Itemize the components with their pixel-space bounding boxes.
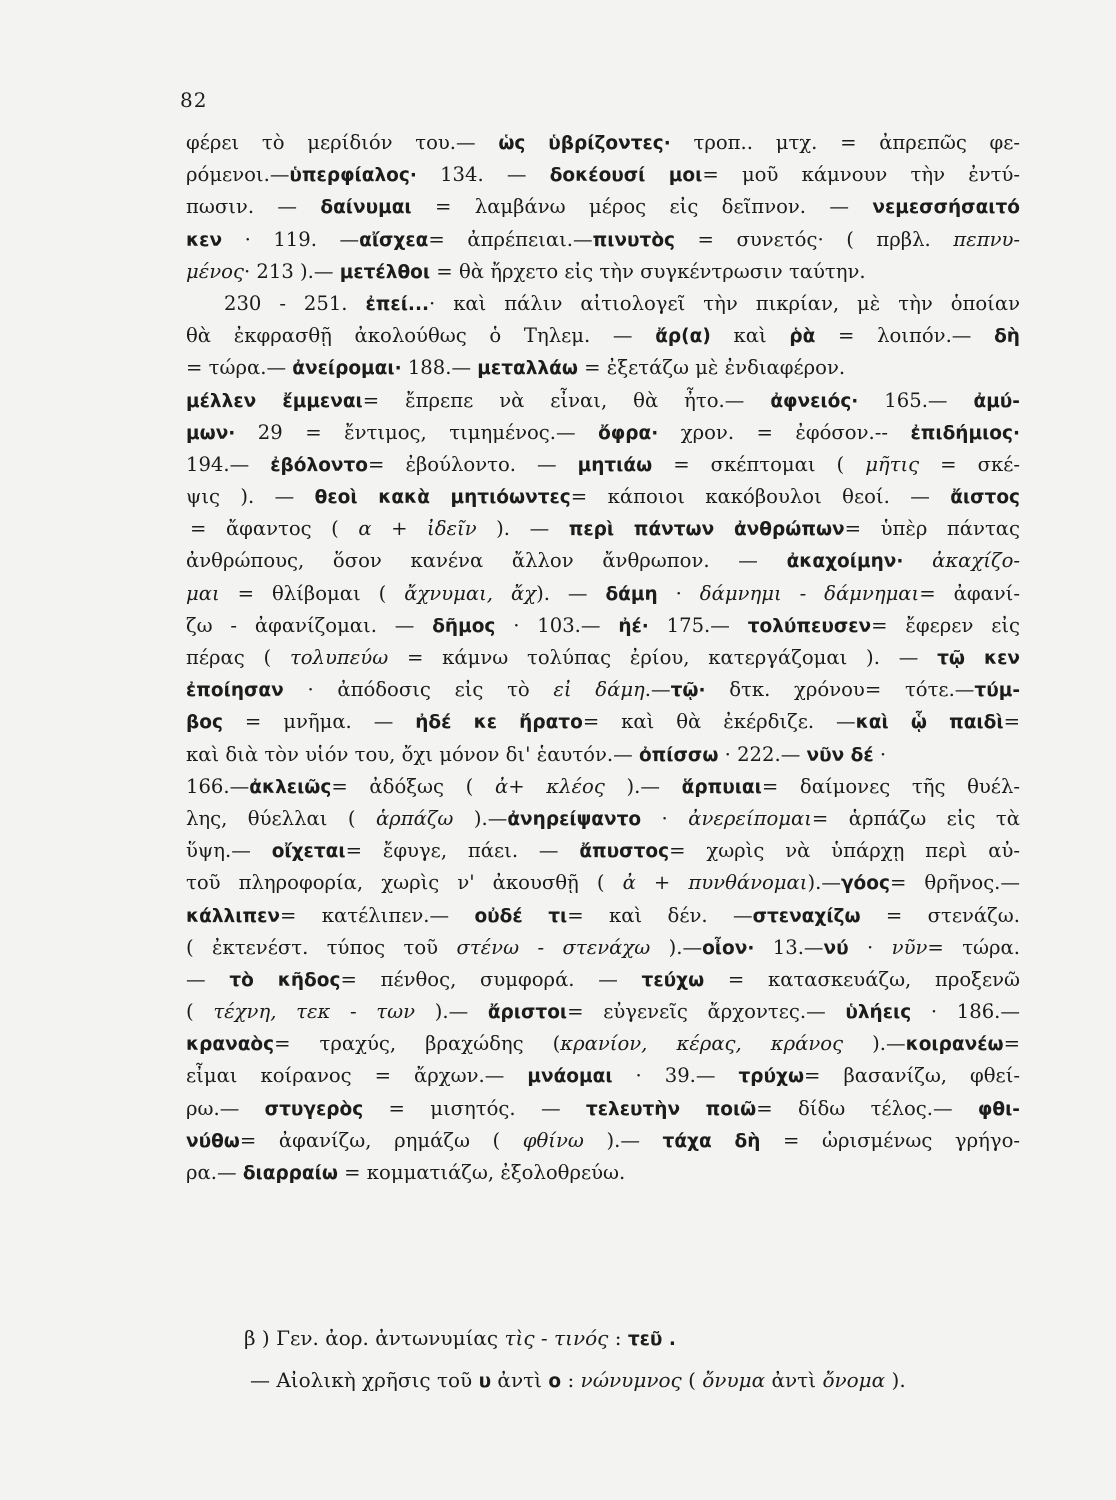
headword: περὶ πάντων ἀνθρώπων: [568, 519, 845, 541]
headword: τῷ κεν: [937, 648, 1020, 669]
gloss-text: ·: [873, 742, 887, 766]
headword: ὄφρα·: [598, 422, 659, 444]
gloss-text: 29 = ἔντιμος, τιμημένος.—: [235, 420, 599, 444]
italic-term: νῦν: [891, 935, 928, 959]
text-line: [186, 932, 1020, 964]
gloss-text: ).—: [453, 806, 508, 830]
headword: ἀκλειῶς: [249, 776, 332, 798]
gloss-text: = ἁρπάζω εἰς τὰ: [811, 806, 1021, 830]
text-line: [186, 385, 1020, 417]
gloss-text: = συνετός· ( πρβλ.: [675, 227, 954, 251]
headword: δοκέουσί μοι: [549, 165, 703, 187]
gloss-text: φέρει τὸ μερίδιόν του.—: [186, 131, 499, 154]
text-line: [186, 803, 1020, 835]
gloss-text: ψις ). —: [186, 485, 315, 509]
gloss-text: = ἀδόξως (: [331, 774, 495, 798]
headword: τεύχω: [641, 969, 705, 991]
headword: ὡς ὑβρίζοντες·: [498, 133, 671, 154]
headword: ἅρπυιαι: [681, 776, 762, 798]
headword: τολύπευσεν: [747, 615, 872, 637]
gloss-text: = μισητός. —: [363, 1096, 586, 1120]
headword: μητιάω: [577, 454, 653, 476]
gloss-text: β ) Γεν. ἀορ. ἀντωνυμίας: [244, 1326, 505, 1350]
gloss-text: ρόμενοι.—: [186, 163, 290, 187]
text-line: [186, 1125, 1020, 1157]
gloss-text: · 222.—: [718, 742, 807, 766]
gloss-text: · 119. —: [222, 227, 360, 251]
headword: ἀνείρομαι·: [292, 358, 402, 380]
text-line: [186, 835, 1020, 867]
gloss-text: καὶ: [710, 324, 790, 348]
gloss-text: ). —: [476, 517, 569, 541]
headword: νεμεσσήσαιτό: [872, 197, 1020, 219]
gloss-text: = ἔφυγε, πάει. —: [345, 839, 580, 863]
headword: τύμ-: [974, 680, 1020, 702]
gloss-text: = ἐβούλοντο. —: [368, 452, 578, 476]
headword: φθι-: [977, 1098, 1020, 1120]
gloss-text: = ὡρισμένως γρήγο-: [760, 1128, 1020, 1152]
gloss-text: —: [186, 967, 230, 991]
text-line: [186, 191, 1020, 223]
text-line: [186, 288, 1020, 320]
italic-term: μῆτις: [865, 452, 920, 476]
headword: στυγερὸς: [264, 1098, 364, 1120]
headword: ἐπιδήμιος·: [910, 422, 1020, 444]
text-line: [186, 1060, 1020, 1092]
headword: ἀμύ-: [973, 390, 1020, 412]
gloss-text: = τραχύς, βραχώδης (: [274, 1032, 561, 1056]
gloss-text: [903, 549, 932, 572]
text-line: [186, 1028, 1020, 1060]
gloss-text: = ἀφανίζω, ρημάζω (: [239, 1128, 523, 1152]
italic-term: κρανίον, κέρας, κράνος: [560, 1032, 844, 1056]
gloss-text: 165.—: [858, 388, 974, 412]
headword: μέλλεν ἔμμεναι: [186, 390, 363, 412]
notes-section: [244, 1318, 1014, 1402]
gloss-text: χρον. = ἐφόσον.--: [658, 420, 911, 444]
headword: τελευτὴν ποιῶ: [585, 1098, 757, 1120]
gloss-text: ). —: [536, 581, 606, 605]
headword: ἄριστοι: [487, 1002, 568, 1024]
gloss-text: = σκέπτομαι (: [652, 452, 866, 476]
gloss-text: = κατέλιπεν.—: [280, 903, 475, 927]
headword: διαρραίω: [242, 1163, 338, 1184]
italic-term: μαι: [186, 581, 220, 605]
gloss-text: ).—: [807, 871, 841, 895]
text-line: [186, 127, 1020, 159]
text-line: [186, 642, 1020, 674]
gloss-text: ζω - ἀφανίζομαι. —: [186, 613, 433, 637]
italic-term: ἀ + πυνθάνομαι: [622, 871, 808, 895]
gloss-text: = θλίβομαι (: [219, 581, 405, 605]
gloss-text: = κάποιοι κακόβουλοι θεοί. —: [570, 485, 951, 509]
headword: ἠδέ κε ἤρατο: [415, 712, 583, 734]
gloss-text: δτκ. χρόνου= τότε.—: [705, 678, 975, 702]
text-line: [186, 320, 1020, 352]
gloss-text: = τώρα.: [927, 935, 1021, 959]
gloss-text: = κάμνω τολύπας ἐρίου, κατεργάζομαι ). —: [388, 646, 938, 669]
gloss-text: = μοῦ κάμνουν τὴν ἐντύ-: [702, 163, 1020, 187]
text-line: [186, 964, 1020, 996]
gloss-text: ·: [657, 581, 700, 605]
headword: καὶ ᾧ παιδὶ: [855, 712, 1004, 734]
gloss-text: ).—: [583, 1128, 663, 1152]
gloss-text: .—: [644, 678, 671, 702]
headword: τὸ κῆδος: [229, 969, 341, 991]
headword: οἴχεται: [271, 841, 346, 863]
gloss-text: = λοιπόν.—: [815, 324, 995, 348]
italic-term: εἰ δάμη: [553, 678, 645, 702]
headword: ἄρ(α): [655, 326, 711, 348]
text-line: [186, 1093, 1020, 1125]
gloss-text: = εὐγενεῖς ἄρχοντες.—: [567, 1000, 846, 1024]
gloss-text: · ἀπόδοσις εἰς τὸ: [283, 678, 554, 702]
gloss-text: =: [1003, 1032, 1020, 1056]
gloss-text: :: [561, 1368, 581, 1392]
note-aeolic: [250, 1360, 1014, 1402]
gloss-text: = ἀπρέπειαι.—: [428, 227, 593, 251]
gloss-text: 166.—: [186, 774, 250, 798]
gloss-text: ).—: [604, 774, 682, 798]
gloss-text: πωσιν. —: [186, 195, 321, 219]
text-line: [186, 481, 1020, 513]
headword: ἠέ·: [618, 615, 649, 637]
text-line: [186, 417, 1020, 449]
italic-term: μένος: [186, 259, 244, 283]
headword: νύθω: [186, 1130, 240, 1152]
gloss-text: = ἄφαντος (: [190, 517, 359, 541]
italic-term: νώνυμνος: [580, 1368, 682, 1392]
headword: κάλλιπεν: [186, 905, 281, 927]
headword: πινυτὸς: [592, 229, 675, 251]
gloss-text: λης, θύελλαι (: [186, 806, 376, 830]
gloss-text: = δίδω τέλος.—: [756, 1096, 978, 1120]
text-line: [186, 578, 1020, 610]
headword: βος: [186, 712, 223, 734]
gloss-text: = κατασκευάζω, προξενῶ: [704, 967, 1021, 991]
glossary-text: [186, 127, 1020, 1189]
gloss-text: ·: [641, 806, 689, 830]
text-line: [186, 1157, 1020, 1189]
gloss-text: τοῦ πληροφορία, χωρὶς ν' ἀκουσθῇ (: [186, 871, 623, 895]
headword: ἐπεί...: [365, 293, 430, 315]
gloss-text: (: [186, 1000, 214, 1024]
gloss-text: · καὶ πάλιν αἰτιολογεῖ τὴν πικρίαν, μὲ τὴν ὁποίαν: [429, 291, 1020, 315]
gloss-text: ἀνθρώπους, ὅσον κανένα ἄλλον ἄνθρωπον. —: [186, 549, 787, 573]
text-line: [186, 771, 1020, 803]
headword: οὐδέ τι: [474, 905, 568, 927]
gloss-text: = ἐξετάζω μὲ ἐνδιαφέρον.: [577, 356, 846, 380]
headword: γόος: [840, 873, 890, 895]
text-line: [186, 674, 1020, 706]
gloss-text: = τώρα.—: [186, 356, 293, 380]
gloss-text: ).—: [843, 1032, 906, 1056]
headword: τεῦ .: [627, 1329, 676, 1350]
headword: ἀκαχοίμην·: [786, 551, 904, 573]
page-number: 82: [180, 88, 208, 112]
gloss-text: = καὶ θὰ ἐκέρδιζε. —: [582, 710, 856, 734]
gloss-text: εἶμαι κοίρανος = ἄρχων.—: [186, 1064, 528, 1088]
headword: μετέλθοι: [339, 261, 431, 283]
headword: δὴ: [994, 326, 1020, 348]
gloss-text: = σκέ-: [919, 452, 1020, 476]
headword: νύ: [823, 937, 849, 959]
italic-term: τολυπεύω: [289, 646, 389, 669]
gloss-text: = κομματιάζω, ἐξολοθρεύω.: [337, 1161, 626, 1184]
gloss-text: ( ἐκτενέστ. τύπος τοῦ: [186, 935, 457, 959]
headword: ἀφνειός·: [770, 390, 859, 412]
headword: στεναχίζω: [752, 905, 861, 927]
gloss-text: ρω.—: [186, 1096, 265, 1120]
gloss-text: · 39.—: [612, 1064, 739, 1088]
gloss-text: :: [608, 1326, 628, 1350]
gloss-text: = δαίμονες τῆς θυέλ-: [761, 774, 1020, 798]
italic-term: ἀνερείπομαι: [688, 806, 812, 830]
headword: ο: [548, 1371, 562, 1392]
headword: νῦν δέ: [806, 744, 874, 766]
italic-term: ἀκαχίζο-: [932, 549, 1020, 573]
gloss-text: = λαμβάνω μέρος εἰς δεῖπνον. —: [411, 195, 873, 219]
text-line: [186, 224, 1020, 256]
italic-term: στένω - στενάχω: [456, 935, 651, 959]
gloss-text: = ἔπρεπε νὰ εἶναι, θὰ ἦτο.—: [362, 388, 771, 412]
italic-term: δάμνημι - δάμνημαι: [699, 581, 920, 605]
headword: ἄπυστος: [579, 841, 670, 863]
headword: τῷ·: [670, 680, 706, 702]
italic-term: ἄχνυμαι, ἄχ: [404, 581, 537, 605]
headword: ἐποίησαν: [186, 680, 284, 702]
gloss-text: = ἔφερεν εἰς: [871, 613, 1021, 637]
headword: μνάομαι: [527, 1066, 613, 1088]
italic-term: τὶς - τινός: [504, 1326, 609, 1350]
gloss-text: 230 - 251.: [224, 291, 366, 315]
note-beta: [244, 1318, 1014, 1360]
headword: θεοὶ κακὰ μητιόωντες: [314, 487, 571, 509]
headword: ὑλήεις: [845, 1002, 912, 1024]
headword: δαίνυμαι: [320, 197, 412, 219]
gloss-text: 194.—: [186, 452, 271, 476]
headword: κραναὸς: [186, 1034, 275, 1056]
headword: ἀνηρείψαντο: [507, 808, 642, 830]
headword: κεν: [186, 229, 223, 251]
gloss-text: — Αἰολικὴ χρῆσις τοῦ: [250, 1368, 479, 1392]
text-line: [186, 900, 1020, 932]
headword: μεταλλάω: [477, 358, 578, 380]
gloss-text: =: [1003, 710, 1020, 734]
gloss-text: = χωρὶς νὰ ὑπάρχῃ περὶ αὐ-: [669, 839, 1020, 863]
headword: ῥὰ: [789, 326, 816, 348]
text-line: [186, 352, 1020, 384]
gloss-text: ἀντὶ: [491, 1368, 549, 1392]
headword: τρύχω: [738, 1066, 805, 1088]
italic-term: ἀ+ κλέος: [494, 774, 605, 798]
gloss-text: θὰ ἐκφρασθῇ ἀκολούθως ὁ Τηλεμ. —: [186, 324, 656, 348]
headword: μων·: [186, 422, 236, 444]
headword: κοιρανέω: [905, 1034, 1004, 1056]
text-line: [186, 867, 1020, 899]
gloss-text: καὶ διὰ τὸν υἱόν του, ὄχι μόνον δι' ἑαυτόν.—: [186, 742, 639, 766]
gloss-text: ἀντὶ: [765, 1368, 823, 1392]
italic-term: α + ἰδεῖν: [358, 517, 477, 541]
headword: ἐβόλοντο: [270, 454, 369, 476]
text-line: [186, 739, 1020, 771]
text-line: [186, 545, 1020, 577]
headword: υ: [478, 1371, 492, 1392]
gloss-text: πέρας (: [186, 646, 290, 669]
headword: ὀπίσσω: [638, 744, 719, 766]
gloss-text: ).: [885, 1368, 906, 1392]
headword: ἄιστος: [950, 487, 1020, 509]
gloss-text: = μνῆμα. —: [222, 710, 416, 734]
headword: τάχα δὴ: [662, 1130, 761, 1152]
headword: δάμη: [605, 583, 658, 605]
gloss-text: 175.—: [648, 613, 748, 637]
gloss-text: = καὶ δέν. —: [567, 903, 753, 927]
headword: αἴσχεα: [359, 229, 429, 251]
gloss-text: = στενάζω.: [860, 903, 1020, 927]
gloss-text: = πένθος, συμφορά. —: [340, 967, 642, 991]
gloss-text: τροπ.. μτχ. = ἀπρεπῶς φε-: [670, 131, 1021, 154]
text-line: [186, 610, 1020, 642]
headword: ὑπερφίαλος·: [289, 165, 417, 187]
gloss-text: ·: [848, 935, 892, 959]
italic-term: ὄνομα: [822, 1368, 886, 1392]
gloss-text: = βασανίζω, φθεί-: [804, 1064, 1020, 1088]
text-line: [186, 449, 1020, 481]
gloss-text: ρα.—: [186, 1161, 243, 1184]
gloss-text: (: [681, 1368, 703, 1392]
gloss-text: 13.—: [754, 935, 824, 959]
text-line: [186, 706, 1020, 738]
gloss-text: = θρῆνος.—: [889, 871, 1020, 895]
headword: οἶον·: [702, 937, 755, 959]
gloss-text: · 103.—: [495, 613, 619, 637]
text-line: [186, 159, 1020, 191]
italic-term: ἁρπάζω: [375, 806, 454, 830]
gloss-text: · 186.—: [911, 1000, 1021, 1024]
italic-term: φθίνω: [522, 1128, 584, 1152]
gloss-text: = θὰ ἤρχετο εἰς τὴν συγκέντρωσιν ταύτην.: [430, 259, 866, 283]
gloss-text: ).—: [415, 1000, 488, 1024]
gloss-text: = ἀφανί-: [919, 581, 1020, 605]
text-line: [186, 256, 1020, 288]
gloss-text: 188.—: [401, 356, 478, 380]
gloss-text: · 213 ).—: [243, 259, 340, 283]
gloss-text: 134. —: [416, 163, 550, 187]
text-line: [186, 996, 1020, 1028]
text-line: [186, 513, 1020, 545]
gloss-text: ὕψη.—: [186, 839, 272, 863]
italic-term: τέχνη, τεκ - των: [213, 1000, 416, 1024]
italic-term: πεπνυ-: [953, 227, 1021, 251]
gloss-text: ).—: [650, 935, 703, 959]
italic-term: ὄνυμα: [702, 1368, 766, 1392]
gloss-text: = ὑπὲρ πάντας: [844, 517, 1020, 541]
headword: δῆμος: [432, 615, 496, 637]
